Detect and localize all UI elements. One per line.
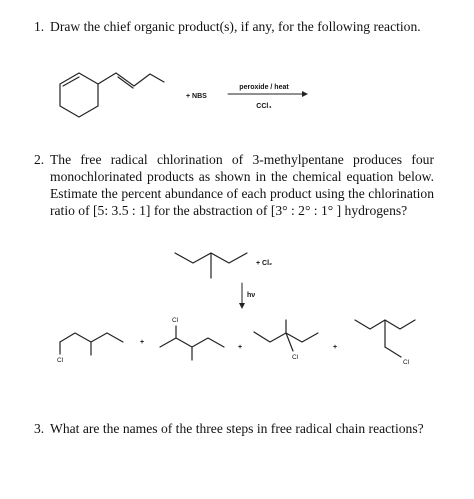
question-3-number: 3.	[34, 421, 45, 436]
product-1-chlorine-label: Cl	[57, 357, 64, 364]
reaction-1-arrow-top-label: peroxide / heat	[239, 84, 289, 91]
reaction-1-arrow-bottom-label: CCl₄	[256, 103, 272, 110]
question-1-text: Draw the chief organic product(s), if any, for the following reaction.	[50, 19, 421, 34]
product-4-chlorine-label: Cl	[403, 359, 410, 366]
reaction-1-arrow	[228, 91, 308, 97]
plus-sign-2: +	[238, 344, 243, 351]
reaction-1-reactant-structure	[60, 73, 164, 117]
reaction-2-reactant-structure	[175, 253, 247, 278]
question-3-text: What are the names of the three steps in free radical chain reactions?	[50, 421, 424, 436]
reaction-2-arrow	[239, 283, 245, 309]
reaction-2-arrow-label: hν	[247, 292, 256, 299]
plus-sign-1: +	[140, 339, 145, 346]
question-2-number: 2.	[34, 152, 45, 167]
question-1-number: 1.	[34, 19, 45, 34]
reaction-2-reagent: + Cl₂	[256, 260, 273, 267]
product-3-structure	[254, 320, 318, 351]
product-2-chlorine-label: Cl	[172, 317, 179, 324]
product-4-structure	[355, 320, 415, 357]
product-3-chlorine-label: Cl	[292, 354, 299, 361]
plus-sign-3: +	[333, 344, 338, 351]
reaction-1-reagent: + NBS	[186, 93, 207, 100]
product-1-structure	[60, 333, 123, 355]
question-2-text: The free radical chlorination of 3-methylpentane produces four monochlorinated products as shown in the chemical equation below. Estimate the percent abundance of each product using the chlorination ratio of [5: 3.5 : 1] for the abstraction of [3° : 2° : 1° ] hydrogens?	[50, 152, 434, 218]
product-2-structure	[160, 326, 224, 360]
